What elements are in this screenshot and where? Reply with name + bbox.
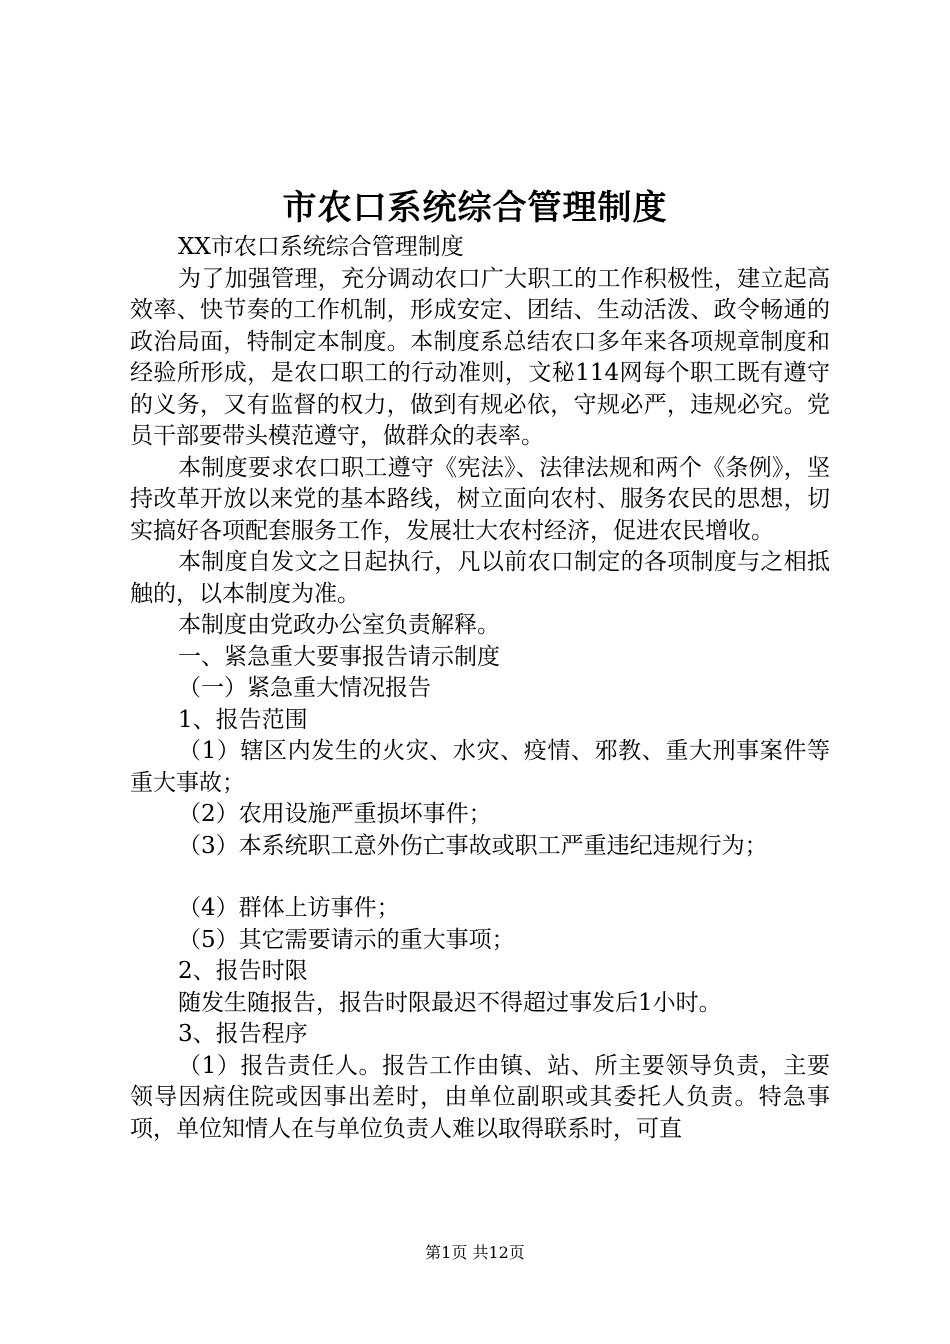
- page-title: 市农口系统综合管理制度: [282, 188, 668, 228]
- subsection-heading-1: （一）紧急重大情况报告: [178, 675, 431, 701]
- blank-line: [130, 862, 830, 893]
- item-heading-report-procedure: 3、报告程序: [178, 1021, 308, 1047]
- paragraph-interpretation: 本制度由党政办公室负责解释。: [178, 612, 500, 638]
- page-number-footer: 第1页 共12页: [425, 1243, 525, 1262]
- paragraph-requirements: 本制度要求农口职工遵守《宪法》、法律法规和两个《条例》，坚持改革开放以来党的基本路线，树立面向农村、服务农民的思想，切实搞好各项配套服务工作，发展壮大农村经济，促进农民增收。: [130, 454, 830, 544]
- list-item: （4）群体上访事件；: [178, 895, 400, 921]
- list-item: （1）报告责任人。报告工作由镇、站、所主要领导负责，主要领导因病住院或因事出差时，由单位副职或其委托人负责。特急事项，单位知情人在与单位负责人难以取得联系时，可直: [130, 1052, 830, 1142]
- list-item: （5）其它需要请示的重大事项；: [178, 926, 515, 953]
- list-item: （3）本系统职工意外伤亡事故或职工严重违纪违规行为；: [178, 832, 768, 859]
- section-heading-1: 一、紧急重大要事报告请示制度: [178, 643, 500, 670]
- list-item: （2）农用设施严重损坏事件；: [178, 801, 492, 827]
- paragraph-report-time: 随发生随报告，报告时限最迟不得超过事发后1小时。: [178, 989, 722, 1016]
- document-subtitle: XX市农口系统综合管理制度: [178, 234, 464, 260]
- paragraph-intro: 为了加强管理，充分调动农口广大职工的工作积极性，建立起高效率、快节奏的工作机制，形成安定、团结、生动活泼、政令畅通的政治局面，特制定本制度。本制度系总结农口多年来各项规章制度和经验所形成，是农口职工的行动准则，文秘114网每个职工既有遵守的义务，又有监督的权力，做到有规必依，守规必严，违规必究。党员干部要带头模范遵守，做群众的表率。: [130, 265, 830, 449]
- document-body: [130, 232, 830, 1145]
- item-heading-report-time: 2、报告时限: [178, 958, 308, 984]
- item-heading-report-scope: 1、报告范围: [178, 706, 308, 733]
- list-item: （1）辖区内发生的火灾、水灾、疫情、邪教、重大刑事案件等重大事故；: [130, 738, 830, 796]
- paragraph-effective-date: 本制度自发文之日起执行，凡以前农口制定的各项制度与之相抵触的，以本制度为准。: [130, 549, 830, 607]
